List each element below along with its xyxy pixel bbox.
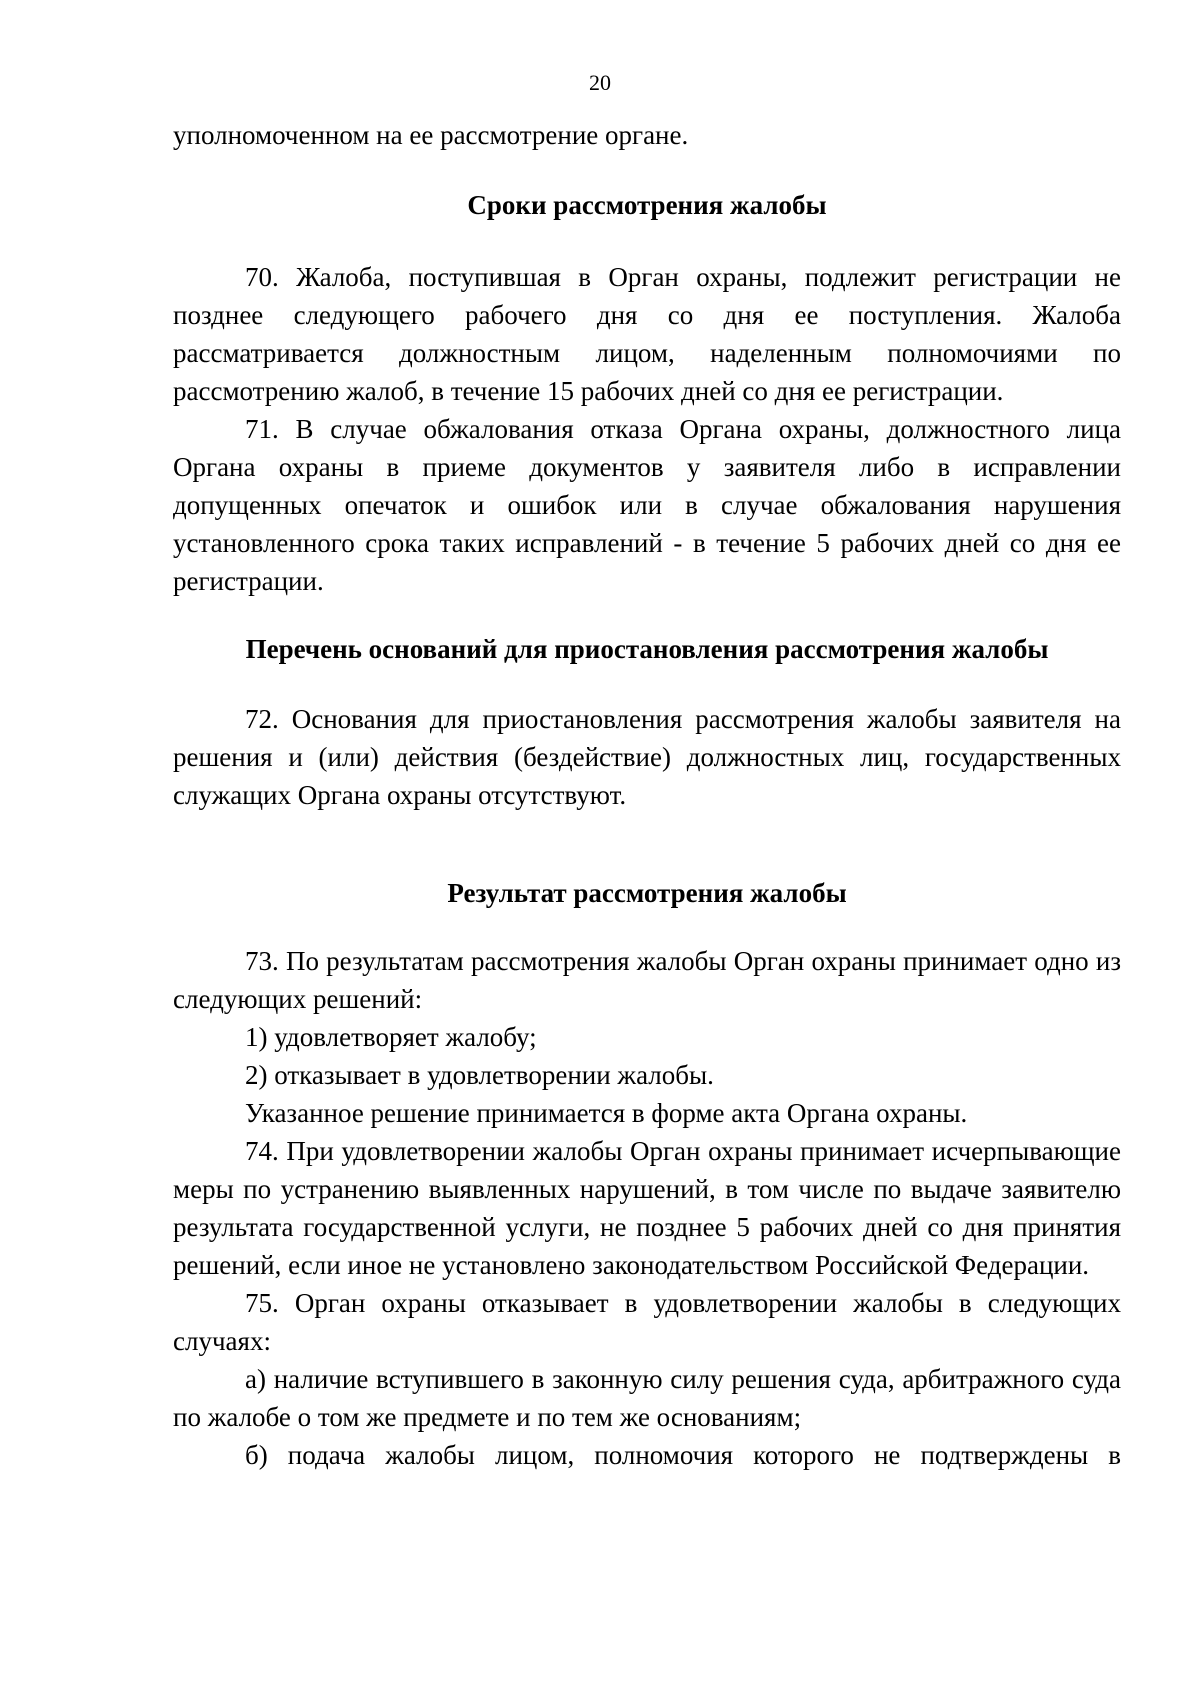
- paragraph-75: 75. Орган охраны отказывает в удовлетворении жалобы в следующих случаях:: [173, 1288, 1121, 1356]
- paragraph-71: 71. В случае обжалования отказа Органа охраны, должностного лица Органа охраны в приеме документов у заявителя либо в исправлении допущенных опечаток и ошибок или в случае обжалования нарушения установленного срока таких исправлений - в течение 5 рабочих дней со дня ее регистрации.: [173, 414, 1121, 596]
- document-body: [173, 116, 1121, 1474]
- decision-form-note: Указанное решение принимается в форме акта Органа охраны.: [245, 1098, 968, 1128]
- section-heading-review-result: Результат рассмотрения жалобы: [447, 878, 847, 908]
- section-heading-suspension-grounds: Перечень оснований для приостановления рассмотрения жалобы: [245, 634, 1049, 664]
- page-number: 20: [589, 70, 611, 95]
- paragraph-72: 72. Основания для приостановления рассмотрения жалобы заявителя на решения и (или) действия (бездействие) должностных лиц, государственных служащих Органа охраны отсутствуют.: [173, 704, 1121, 810]
- continuation-text: уполномоченном на ее рассмотрение органе.: [173, 120, 689, 150]
- list-item-a: а) наличие вступившего в законную силу решения суда, арбитражного суда по жалобе о том же предмете и по тем же основаниям;: [173, 1364, 1121, 1432]
- list-item-b: б) подача жалобы лицом, полномочия которого не подтверждены в: [245, 1440, 1121, 1470]
- paragraph-73: 73. По результатам рассмотрения жалобы Орган охраны принимает одно из следующих решений:: [173, 946, 1121, 1014]
- paragraph-74: 74. При удовлетворении жалобы Орган охраны принимает исчерпывающие меры по устранению выявленных нарушений, в том числе по выдаче заявителю результата государственной услуги, не позднее 5 рабочих дней со дня принятия решений, если иное не установлено законодательством Российской Федерации.: [173, 1136, 1121, 1280]
- list-item-1: 1) удовлетворяет жалобу;: [245, 1022, 537, 1052]
- paragraph-70: 70. Жалоба, поступившая в Орган охраны, подлежит регистрации не позднее следующего рабочего дня со дня ее поступления. Жалоба рассматривается должностным лицом, наделенным полномочиями по рассмотрению жалоб, в течение 15 рабочих дней со дня ее регистрации.: [173, 262, 1121, 406]
- section-heading-review-terms: Сроки рассмотрения жалобы: [467, 190, 827, 220]
- list-item-2: 2) отказывает в удовлетворении жалобы.: [245, 1060, 714, 1090]
